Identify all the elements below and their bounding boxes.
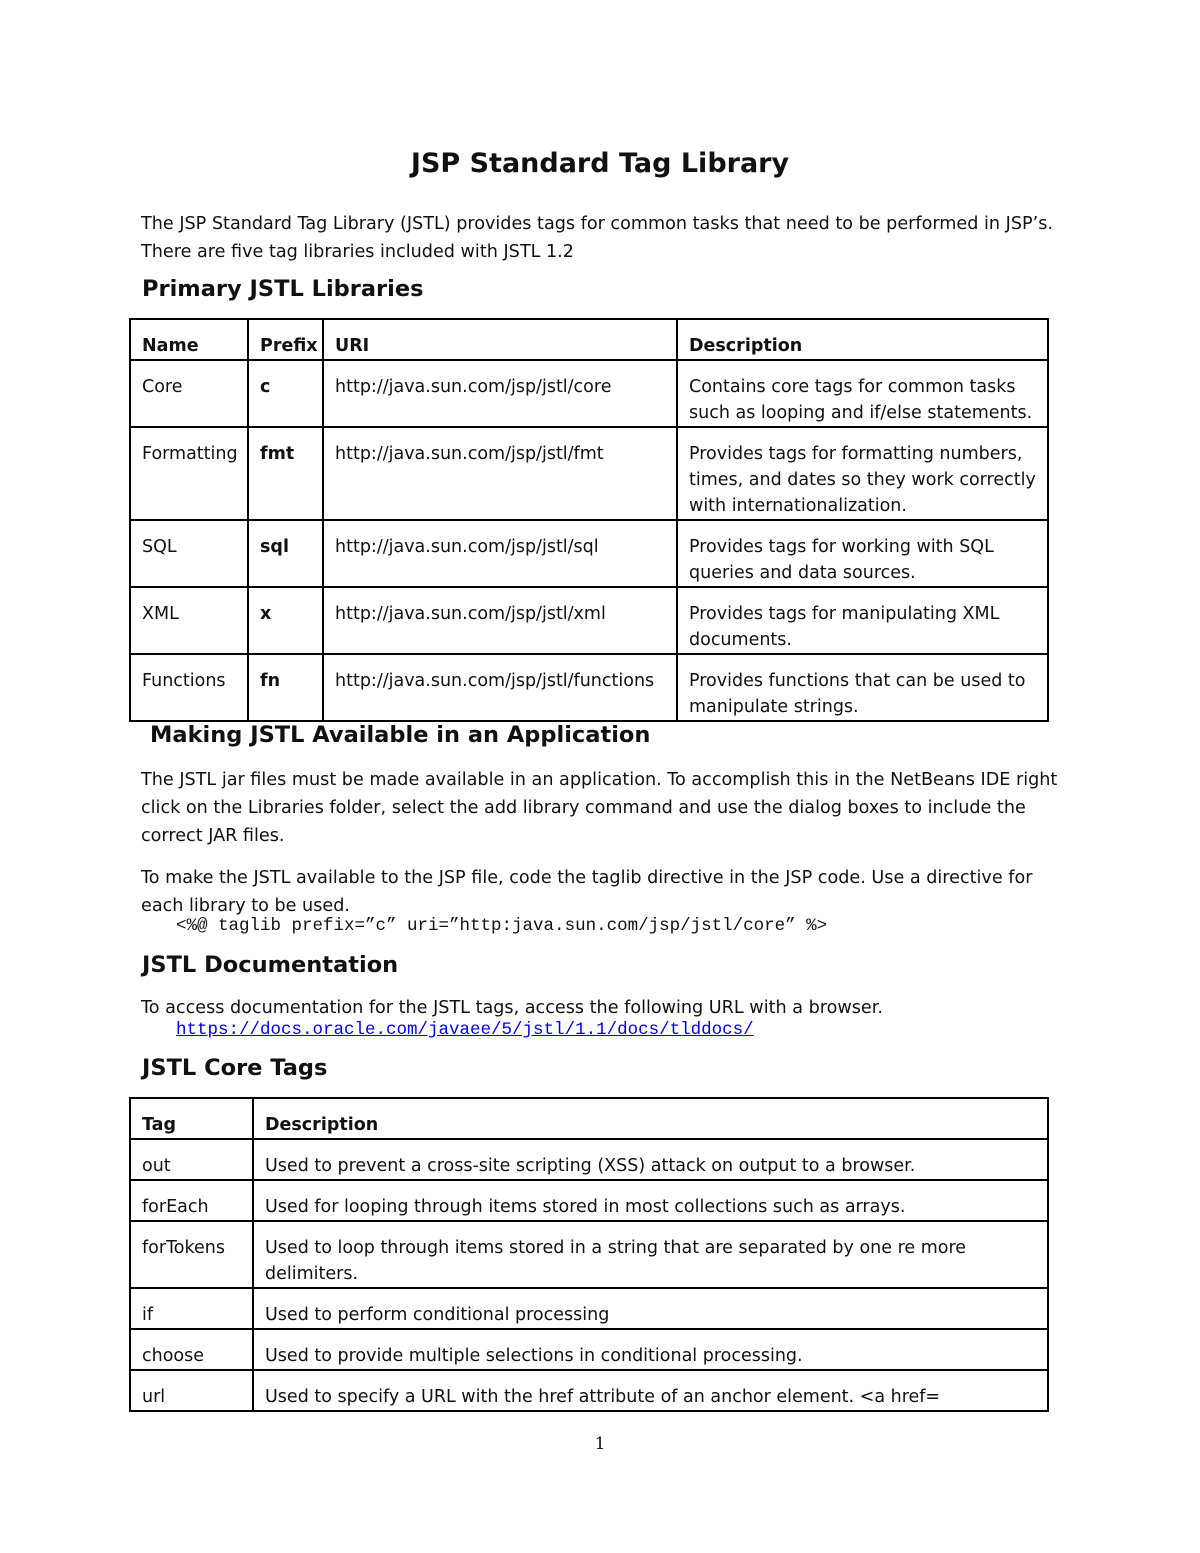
tag-name: choose <box>130 1329 253 1370</box>
intro-paragraph <box>141 210 1071 266</box>
column-header-tag: Tag <box>130 1098 253 1139</box>
libraries-table <box>129 318 1049 722</box>
tag-description: Used to provide multiple selections in conditional processing. <box>253 1329 1048 1370</box>
column-header-description: Description <box>677 319 1048 360</box>
tag-name: forTokens <box>130 1221 253 1288</box>
making-paragraph-2: To make the JSTL available to the JSP file, code the taglib directive in the JSP code. Use a directive for each library to be used. <box>141 868 1033 916</box>
tag-description: Used to perform conditional processing <box>253 1288 1048 1329</box>
table-row <box>130 1221 1048 1288</box>
library-name: Functions <box>130 654 248 721</box>
tag-name: if <box>130 1288 253 1329</box>
page-number: 1 <box>594 1434 606 1454</box>
table-header-row <box>130 1098 1048 1139</box>
library-uri: http://java.sun.com/jsp/jstl/core <box>323 360 677 427</box>
library-name: Formatting <box>130 427 248 520</box>
library-prefix: x <box>248 587 323 654</box>
tag-description: Used to prevent a cross-site scripting (XSS) attack on output to a browser. <box>253 1139 1048 1180</box>
page-title: JSP Standard Tag Library <box>410 148 790 179</box>
column-header-name: Name <box>130 319 248 360</box>
making-paragraph-1: The JSTL jar files must be made available in an application. To accomplish this in the NetBeans IDE right click on the Libraries folder, select the add library command and use the dialog boxes to include the correct JAR files. <box>141 770 1058 846</box>
table-row <box>130 1329 1048 1370</box>
table-row <box>130 520 1048 587</box>
column-header-prefix: Prefix <box>248 319 323 360</box>
library-uri: http://java.sun.com/jsp/jstl/fmt <box>323 427 677 520</box>
core-tags-heading: JSTL Core Tags <box>142 1055 328 1081</box>
documentation-paragraph: To access documentation for the JSTL tags, access the following URL with a browser. <box>141 998 883 1018</box>
documentation-heading: JSTL Documentation <box>142 952 399 978</box>
library-description: Contains core tags for common tasks such as looping and if/else statements. <box>677 360 1048 427</box>
table-row <box>130 1180 1048 1221</box>
tag-description: Used for looping through items stored in most collections such as arrays. <box>253 1180 1048 1221</box>
tag-description: Used to specify a URL with the href attribute of an anchor element. <a href= <box>253 1370 1048 1411</box>
intro-line-1: The JSP Standard Tag Library (JSTL) provides tags for common tasks that need to be performed in JSP’s. <box>141 214 1053 234</box>
table-row <box>130 654 1048 721</box>
library-description: Provides tags for formatting numbers, times, and dates so they work correctly with internationalization. <box>677 427 1048 520</box>
library-prefix: c <box>248 360 323 427</box>
library-prefix: fmt <box>248 427 323 520</box>
library-name: XML <box>130 587 248 654</box>
table-row <box>130 360 1048 427</box>
table-header-row <box>130 319 1048 360</box>
taglib-code-line: <%@ taglib prefix=”c” uri=”http:java.sun.com/jsp/jstl/core” %> <box>176 916 828 936</box>
libraries-heading: Primary JSTL Libraries <box>142 276 424 302</box>
library-description: Provides tags for manipulating XML documents. <box>677 587 1048 654</box>
column-header-description: Description <box>253 1098 1048 1139</box>
library-prefix: sql <box>248 520 323 587</box>
making-heading: Making JSTL Available in an Application <box>150 722 651 748</box>
table-row <box>130 427 1048 520</box>
library-uri: http://java.sun.com/jsp/jstl/xml <box>323 587 677 654</box>
table-row <box>130 1139 1048 1180</box>
documentation-link[interactable]: https://docs.oracle.com/javaee/5/jstl/1.1/docs/tlddocs/ <box>176 1020 754 1040</box>
table-row <box>130 1288 1048 1329</box>
library-prefix: fn <box>248 654 323 721</box>
library-name: Core <box>130 360 248 427</box>
intro-line-2: There are five tag libraries included with JSTL 1.2 <box>141 242 574 262</box>
library-name: SQL <box>130 520 248 587</box>
library-uri: http://java.sun.com/jsp/jstl/sql <box>323 520 677 587</box>
column-header-uri: URI <box>323 319 677 360</box>
table-row <box>130 1370 1048 1411</box>
table-row <box>130 587 1048 654</box>
library-uri: http://java.sun.com/jsp/jstl/functions <box>323 654 677 721</box>
tag-description: Used to loop through items stored in a string that are separated by one re more delimiters. <box>253 1221 1048 1288</box>
library-description: Provides tags for working with SQL queries and data sources. <box>677 520 1048 587</box>
tag-name: out <box>130 1139 253 1180</box>
core-tags-table <box>129 1097 1049 1412</box>
tag-name: url <box>130 1370 253 1411</box>
tag-name: forEach <box>130 1180 253 1221</box>
library-description: Provides functions that can be used to manipulate strings. <box>677 654 1048 721</box>
